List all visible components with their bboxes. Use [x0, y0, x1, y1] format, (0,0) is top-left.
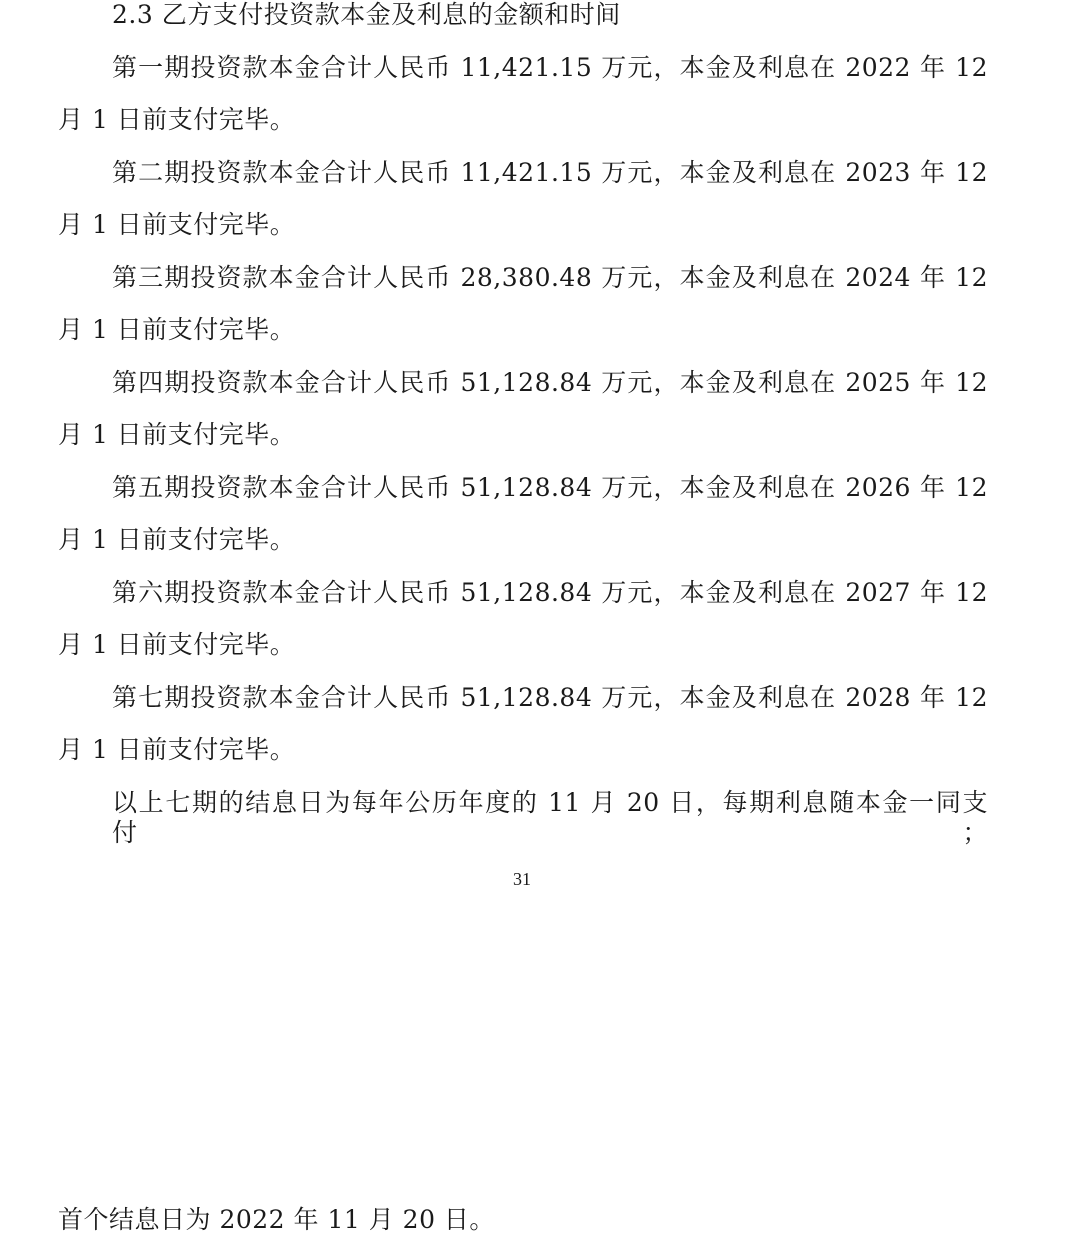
installment-6-line2: 月 1 日前支付完毕。	[58, 630, 296, 659]
installment-5-line2: 月 1 日前支付完毕。	[58, 525, 296, 554]
installment-7-line1: 第七期投资款本金合计人民币 51,128.84 万元，本金及利息在 2028 年 12	[112, 683, 988, 712]
page-number: 31	[513, 869, 531, 889]
section-heading: 2.3 乙方支付投资款本金及利息的金额和时间	[112, 0, 621, 29]
installment-4-line2: 月 1 日前支付完毕。	[58, 420, 296, 449]
installment-3-line2: 月 1 日前支付完毕。	[58, 315, 296, 344]
interest-summary-line: 以上七期的结息日为每年公历年度的 11 月 20 日，每期利息随本金一同支付；	[112, 788, 988, 847]
installment-4-line1: 第四期投资款本金合计人民币 51,128.84 万元，本金及利息在 2025 年 12	[112, 368, 988, 397]
installment-1-line2: 月 1 日前支付完毕。	[58, 105, 296, 134]
next-page-line: 首个结息日为 2022 年 11 月 20 日。	[58, 1205, 495, 1234]
installment-2-line2: 月 1 日前支付完毕。	[58, 210, 296, 239]
installment-6-line1: 第六期投资款本金合计人民币 51,128.84 万元，本金及利息在 2027 年 12	[112, 578, 988, 607]
installment-5-line1: 第五期投资款本金合计人民币 51,128.84 万元，本金及利息在 2026 年 12	[112, 473, 988, 502]
installment-3-line1: 第三期投资款本金合计人民币 28,380.48 万元，本金及利息在 2024 年 12	[112, 263, 988, 292]
installment-7-line2: 月 1 日前支付完毕。	[58, 735, 296, 764]
installment-1-line1: 第一期投资款本金合计人民币 11,421.15 万元，本金及利息在 2022 年 12	[112, 53, 988, 82]
installment-2-line1: 第二期投资款本金合计人民币 11,421.15 万元，本金及利息在 2023 年 12	[112, 158, 988, 187]
